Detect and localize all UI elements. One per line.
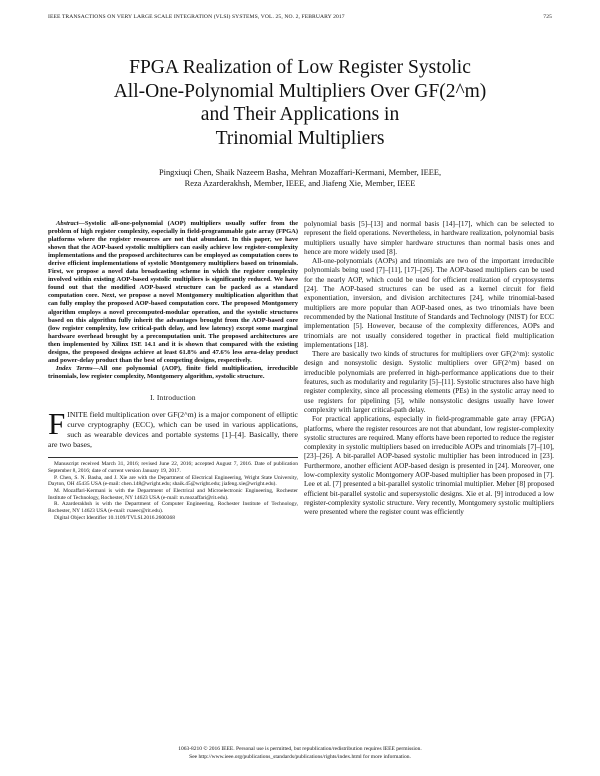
- intro-paragraph: [48, 406, 298, 450]
- section-heading: I. Introduction: [150, 392, 196, 402]
- paper-title: [40, 56, 560, 150]
- page-number: 725: [543, 14, 552, 20]
- intro-text: INITE field multiplication over GF(2^m) is a major component of elliptic curve cryptography (ECC), which can be used in various applications, such as wearable devices and portable systems [1]–[4]. Basically, there are two bases,: [48, 410, 298, 450]
- footer-line-1: 1063-8210 © 2016 IEEE. Personal use is permitted, but republication/redistribution requires IEEE permission.: [178, 746, 422, 752]
- footnotes: [48, 457, 298, 521]
- index-terms-label: Index Terms—: [56, 364, 100, 372]
- journal-name: IEEE TRANSACTIONS ON VERY LARGE SCALE INTEGRATION (VLSI) SYSTEMS, VOL. 25, NO. 2, FEBRUARY 2017: [48, 14, 345, 20]
- authors-line-2: Reza Azarderakhsh, Member, IEEE, and Jiafeng Xie, Member, IEEE: [184, 179, 416, 189]
- abstract-label: Abstract—: [56, 220, 85, 227]
- body-paragraph: For practical applications, especially in field-programmable gate array (FPGA) platforms, where the register resources are not that abundant, low register-complexity systolic structures are required. Many efforts have been reported to reduce the register complexity in systolic multipliers based on irreducible AOPs and trinomials [7]–[10], [23]–[26]. A bit-parallel AOP-based systolic multiplier has been introduced in [23]. Furthermore, another efficient AOP-based design is presented in [24]. Moreover, one low-complexity systolic Montgomery AOP-based multiplier has been proposed in [7]. Lee et al. [7] presented a bit-parallel systolic trinomial multiplier. Meher [8] proposed efficient bit-parallel systolic and supersystolic designs. Xie et al. [9] introduced a low register-complexity systolic structure. Very recently, Montgomery systolic multipliers were presented where the register count was efficiently: [304, 415, 554, 517]
- authors-line-1: Pingxiuqi Chen, Shaik Nazeem Basha, Mehran Mozaffari-Kermani, Member, IEEE,: [158, 168, 442, 177]
- author-list: [60, 167, 540, 190]
- dropcap: F: [48, 406, 66, 442]
- right-column: [304, 220, 554, 518]
- body-paragraph: polynomial basis [5]–[13] and normal basis [14]–[17], which can be selected to represent the field operations. Nevertheless, in hardware realization, polynomial basis multipliers usually have simpler hardware structures than normal basis ones and hence are more widely used [8].: [304, 220, 554, 256]
- title-line-1: FPGA Realization of Low Register Systolic: [129, 57, 471, 78]
- footnote: Digital Object Identifier 10.1109/TVLSI.2016.2600368: [54, 514, 175, 521]
- footnote: R. Azarderakhsh is with the Department of Computer Engineering, Rochester Institute of Technology, Rochester, NY 14623 USA (e-mail: rxaeec@rit.edu).: [48, 501, 298, 515]
- index-terms: [48, 365, 298, 381]
- left-column: [48, 220, 298, 522]
- copyright-footer: [0, 746, 600, 761]
- abstract-text: Systolic all-one-polynomial (AOP) multipliers usually suffer from the problem of high register complexity, especially in field-programmable gate array (FPGA) platforms where the register resources are not that abundant. In this paper, we have shown that the AOP-based systolic multipliers can easily achieve low register-complexity implementations and the proposed architectures can be employed as computation cores to derive efficient implementations of systolic Montgomery multipliers based on trinomials. First, we propose a novel data broadcasting scheme in which the register complexity involved within existing AOP-based systolic multipliers is significantly reduced. We have found out that the modified AOP-based structure can be packed as a standard computation core. Next, we propose a novel Montgomery multiplication algorithm that can fully employ the proposed AOP-based computation core. The proposed Montgomery algorithm employs a novel precomputed-modular operation, and the systolic structures based on this algorithm fully inherit the advantages brought from the AOP-based core (low register complexity, low critical-path delay, and low latency) except some marginal hardware overhead brought by a precomputation unit. The proposed architectures are then implemented by Xilinx ISE 14.1 and it is shown that compared with the existing designs, the proposed designs achieve at least 61.8% and 47.6% less area-delay product and power-delay product than the best of competing designs, respectively.: [48, 220, 298, 364]
- body-paragraph: All-one-polynomials (AOPs) and trinomials are two of the important irreducible polynomials being used [7]–[11], [17]–[26]. The AOP-based multipliers can be used for the nearly AOP, which could be used for efficient realization of cryptosystems [24]. The AOP-based structures can be used as a kernel circuit for field exponentiation, inversion, and division architectures [24], while trinomial-based multipliers are more popular than AOP-based ones, as two trinomials have been recommended by the National Institute of Standards and Technology (NIST) for ECC implementation [5]. However, because of the complexity differences, AOPs and trinomials are not usually considered together in practical field multiplication implementations [18].: [304, 257, 554, 349]
- running-header: [48, 14, 552, 24]
- index-terms-text: All one polynomial (AOP), finite field multiplication, irreducible trinomials, low register complexity, Montgomery algorithm, systolic structure.: [48, 364, 298, 380]
- abstract: [48, 220, 298, 365]
- title-line-3: and Their Applications in: [200, 104, 400, 125]
- footer-line-2: See http://www.ieee.org/publications_standards/publications/rights/index.html for more information.: [189, 753, 411, 760]
- footnote: Manuscript received March 31, 2016; revised June 22, 2016; accepted August 7, 2016. Date of publication September 8, 2016; date of current version January 19, 2017.: [48, 461, 298, 474]
- footnote: P. Chen, S. N. Basha, and J. Xie are with the Department of Electrical Engineering, Wright State University, Dayton, OH 45435 USA (e-mail: chen.148@wright.edu; shaik.45@wright.edu; jiafeng.xie@wright.edu).: [48, 474, 298, 488]
- title-line-2: All-One-Polynomial Multipliers Over GF(2^m): [113, 80, 487, 102]
- title-line-4: Trinomial Multipliers: [215, 127, 385, 149]
- body-paragraph: There are basically two kinds of structures for multipliers over GF(2^m): systolic design and nonsystolic design. Systolic multipliers over GF(2^m) based on irreducible polynomials are preferred in high-performance applications due to their features, such as modularity and regularity [5]–[11]. Systolic structures also have high register complexity, since all processing elements (PEs) in the systolic array need to use registers for pipelining [5], while nonsystolic designs usually have lower complexity with larger critical-path delay.: [304, 350, 554, 414]
- footnote: M. Mozaffari-Kermani is with the Department of Electrical and Microelectronic Engineering, Rochester Institute of Technology, Rochester, NY 14623 USA (e-mail: m.mozaffari@rit.edu).: [48, 488, 298, 501]
